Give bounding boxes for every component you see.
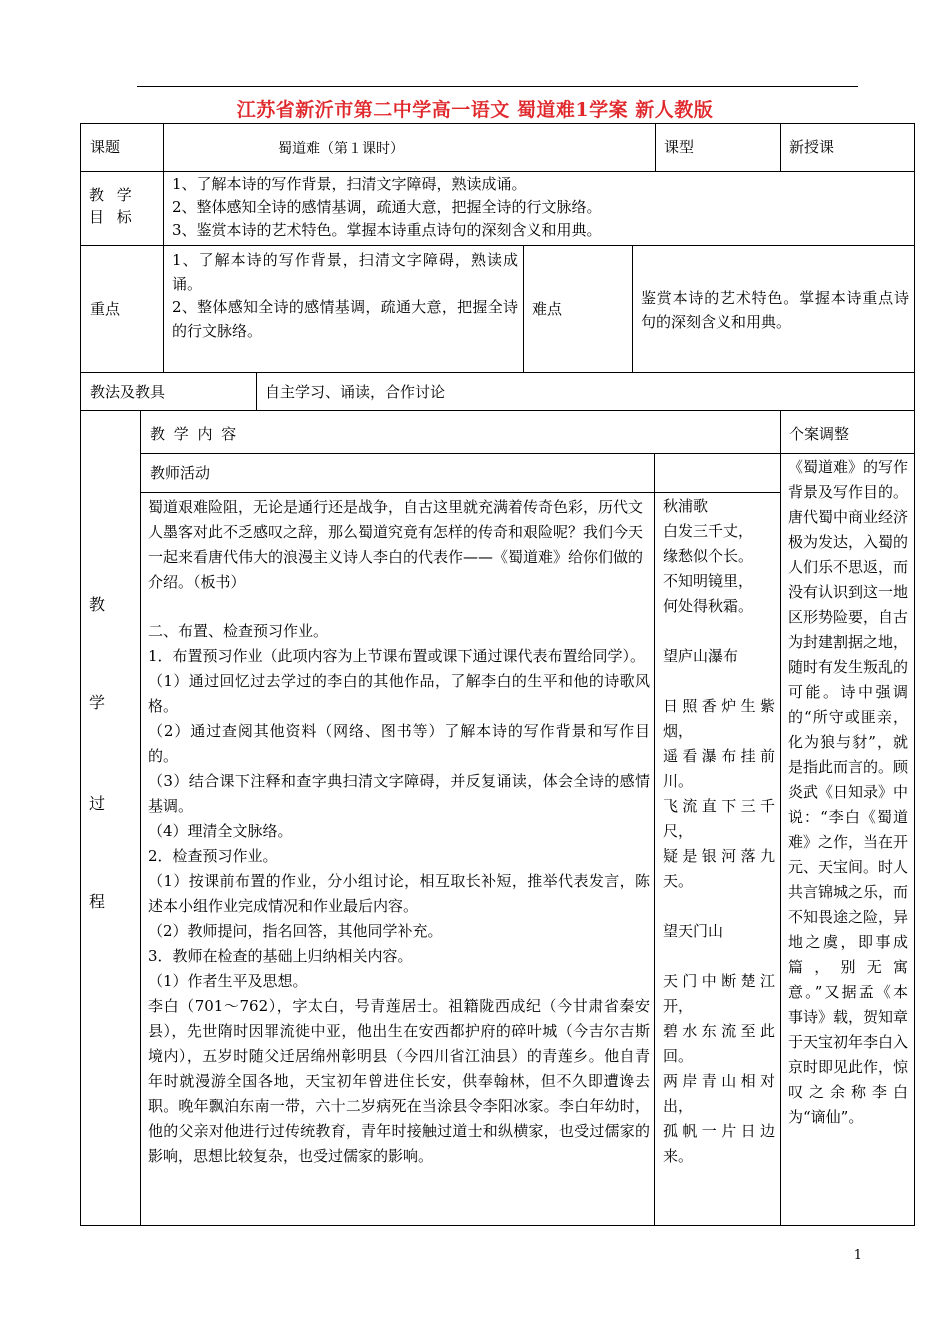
spacer [663, 669, 775, 694]
col-divider [163, 171, 164, 246]
poem-line: 不知明镜里， [663, 572, 754, 590]
method-value: 自主学习、诵读，合作讨论 [265, 383, 446, 401]
process-label-char: 过 [88, 794, 105, 813]
activity-line: （2）教师提问，指名回答，其他同学补充。 [148, 922, 443, 940]
process-label-char: 学 [88, 693, 105, 712]
table-border-bottom [80, 1225, 915, 1226]
spacer [663, 894, 775, 919]
activity-line: 李白（701～762），字太白，号青莲居士。祖籍陇西成纪（今甘肃省秦安县），先世隋时因罪流徙中亚，他出生在安西都护府的碎叶城（今吉尔吉斯境内），五岁时随父迁居绵州彰明县（今四川省江油县）的青莲乡。他自青年时就漫游全国各地，天宝初年曾进住长安，供奉翰林，但不久即遭谗去职。晚年飘泊东南一带，六十二岁病死在当涂县令李阳冰家。李白年幼时，他的父亲对他进行过传统教育，青年时接触过道士和纵横家，也受过儒家的影响，思想比较复杂，也受过儒家的影响。 [148, 997, 650, 1165]
type-label: 课型 [664, 138, 695, 156]
col-divider [780, 123, 781, 172]
page-number: 1 [853, 1248, 862, 1263]
topic-value: 蜀道难（第１课时） [278, 141, 404, 157]
poem-line: 何处得秋霜。 [663, 597, 754, 615]
topic-label: 课题 [90, 138, 121, 156]
poem-title: 望天门山 [663, 922, 724, 940]
poem-line: 白发三千丈， [663, 522, 754, 540]
activity-line: （1）按课前布置的作业，分小组讨论，相互取长补短，推举代表发言，陈述本小组作业完成情况和作业最后内容。 [148, 872, 650, 915]
process-label-char: 程 [88, 892, 105, 911]
row-divider [80, 372, 915, 373]
row-divider [140, 453, 915, 454]
col-divider [780, 410, 781, 1226]
goals-list [172, 173, 912, 242]
col-divider [256, 372, 257, 411]
poem-line: 碧水东流至此回。 [663, 1022, 775, 1065]
spacer [663, 944, 775, 969]
goal-item: 1、了解本诗的写作背景，扫清文字障碍，熟读成诵。 [172, 175, 527, 193]
process-label-char: 教 [88, 595, 105, 614]
difficulty-text: 鉴赏本诗的艺术特色。掌握本诗重点诗句的深刻含义和用典。 [641, 289, 909, 331]
difficulty-label: 难点 [532, 300, 563, 318]
document-title: 江苏省新沂市第二中学高一语文 蜀道难1学案 新人教版 [236, 99, 714, 121]
focus-label: 重点 [90, 300, 121, 318]
poem-line: 疑是银河落九天。 [663, 847, 775, 890]
col-divider [140, 410, 141, 1226]
method-label: 教法及教具 [90, 383, 166, 401]
row-divider [140, 492, 780, 493]
poem-line: 天门中断楚江开， [663, 972, 775, 1015]
poem-line: 遥看瀑布挂前川。 [663, 747, 775, 790]
activity-line: （1）作者生平及思想。 [148, 972, 308, 990]
poem-line: 两岸青山相对出， [663, 1072, 775, 1115]
activity-line: 2．检查预习作业。 [148, 847, 278, 865]
focus-text [172, 249, 518, 343]
col-divider [654, 453, 655, 1226]
top-rule [137, 86, 858, 87]
type-value: 新授课 [789, 138, 835, 156]
activity-line: 二、布置、检查预习作业。 [148, 622, 329, 640]
activity-line: （3）结合课下注释和查字典扫清文字障碍，并反复诵读，体会全诗的感情基调。 [148, 772, 650, 815]
col-divider [655, 123, 656, 172]
poem-line: 孤帆一片日边来。 [663, 1122, 775, 1165]
activity-line: （1）通过回忆过去学过的李白的其他作品，了解李白的生平和他的诗歌风格。 [148, 672, 650, 715]
row-divider [80, 410, 915, 411]
focus-item: 1、了解本诗的写作背景，扫清文字障碍，熟读成诵。 [172, 251, 518, 293]
poem-line: 日照香炉生紫烟， [663, 697, 775, 740]
row-divider [80, 245, 915, 246]
goal-item: 3、鉴赏本诗的艺术特色。掌握本诗重点诗句的深刻含义和用典。 [172, 221, 602, 239]
focus-item: 2、整体感知全诗的感情基调，疏通大意，把握全诗的行文脉络。 [172, 298, 518, 340]
goal-item: 2、整体感知全诗的感情基调，疏通大意，把握全诗的行文脉络。 [172, 198, 602, 216]
table-border-left [80, 123, 81, 1225]
col-divider [632, 245, 633, 373]
adjust-header: 个案调整 [789, 425, 850, 443]
row-divider [80, 171, 915, 172]
goals-label: 教 学 目 标 [89, 186, 136, 226]
poem-line: 飞流直下三千尺， [663, 797, 775, 840]
poem-line: 缘愁似个长。 [663, 547, 754, 565]
activity-line: 1．布置预习作业（此项内容为上节课布置或课下通过课代表布置给同学）。 [148, 647, 646, 665]
adjustment-notes: 《蜀道难》的写作背景及写作目的。唐代蜀中商业经济极为发达，入蜀的人们乐不思返，而没有认识到这一地区形势险要，自古为封建割据之地，随时有发生叛乱的可能。诗中强调的“所守或匪亲，化为狼与豺”，就是指此而言的。顾炎武《日知录》中说：“李白《蜀道难》之作，当在开元、天宝间。时人共言锦城之乐，而不知畏途之险，异地之虞，即事成篇，别无寓意。”又据孟《本事诗》载，贺知章于天宝初年李白入京时即见此作，惊叹之余称李白为“谪仙”。 [788, 458, 909, 1126]
intro-paragraph: 蜀道艰难险阻，无论是通行还是战争，自古这里就充满着传奇色彩，历代文人墨客对此不乏感叹之辞，那么蜀道究竟有怎样的传奇和艰险呢？我们今天一起来看唐代伟大的浪漫主义诗人李白的代表作——《蜀道难》给你们做的介绍。（板书） [148, 498, 644, 591]
poems-column [663, 494, 775, 1169]
poem-title: 秋浦歌 [663, 497, 709, 515]
col-divider [163, 123, 164, 172]
activity-line: （4）理清全文脉络。 [148, 822, 293, 840]
activity-line: 3．教师在检查的基础上归纳相关内容。 [148, 947, 413, 965]
table-border-top [80, 123, 915, 124]
teacher-activity-header: 教师活动 [150, 464, 211, 482]
teacher-activity-body [148, 619, 650, 1169]
content-header: 教 学 内 容 [150, 425, 239, 443]
spacer [663, 619, 775, 644]
col-divider [523, 245, 524, 373]
table-border-right [914, 123, 915, 1225]
activity-line: （2）通过查阅其他资料（网络、图书等）了解本诗的写作背景和写作目的。 [148, 722, 650, 765]
poem-title: 望庐山瀑布 [663, 647, 739, 665]
col-divider [163, 245, 164, 373]
